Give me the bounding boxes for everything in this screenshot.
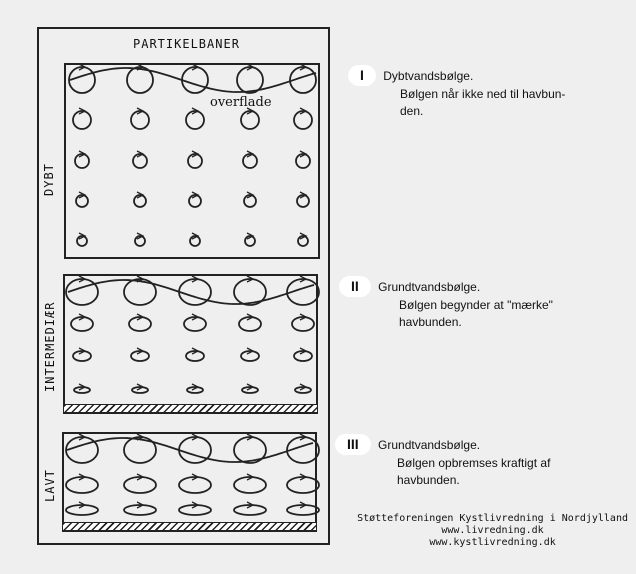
- credit-website-1: www.livredning.dk: [441, 525, 544, 536]
- orbit-shallow: [66, 437, 98, 463]
- label-intermediate: INTERMEDIÆR: [43, 301, 57, 392]
- surface-wave-shallow: [67, 438, 313, 462]
- orbit-shallow: [124, 437, 156, 463]
- orbit-shallow: [234, 437, 266, 463]
- orbit-shallow: [287, 477, 319, 493]
- note-intermediate-heading: Grundtvandsbølge.: [378, 280, 481, 294]
- label-deep: DYBT: [42, 163, 56, 196]
- credits: [357, 513, 628, 549]
- surface-label: overflade: [210, 95, 272, 110]
- orbit-intermediate: [234, 279, 266, 305]
- note-intermediate-line1: Bølgen begynder at "mærke": [399, 298, 553, 312]
- marker-shallow: III: [335, 434, 371, 455]
- note-deep-line2: den.: [400, 104, 424, 118]
- orbit-shallow: [124, 477, 156, 493]
- orbit-deep: [73, 111, 91, 129]
- orbit-intermediate: [124, 279, 156, 305]
- note-deep-heading: Dybtvandsbølge.: [383, 69, 474, 83]
- diagram-title: PARTIKELBANER: [133, 37, 240, 51]
- orbit-deep: [127, 67, 153, 93]
- label-shallow: LAVT: [43, 469, 57, 502]
- orbit-deep: [241, 111, 259, 129]
- note-intermediate-line2: havbunden.: [399, 315, 462, 329]
- orbit-shallow: [66, 477, 98, 493]
- orbit-intermediate: [179, 279, 211, 305]
- orbit-shallow: [179, 477, 211, 493]
- orbit-deep: [131, 111, 149, 129]
- orbit-deep: [237, 67, 263, 93]
- marker-intermediate: II: [339, 276, 371, 297]
- orbit-shallow: [179, 437, 211, 463]
- note-intermediate: [339, 276, 553, 331]
- surface-wave-intermediate: [68, 280, 314, 304]
- note-deep-line1: Bølgen når ikke ned til havbun-: [400, 87, 566, 101]
- credit-website-2: www.kystlivredning.dk: [429, 537, 556, 548]
- note-deep: [348, 65, 565, 120]
- orbit-deep: [69, 67, 95, 93]
- note-shallow: [335, 434, 550, 489]
- credit-organization: Støtteforeningen Kystlivredning i Nordjylland: [357, 513, 628, 524]
- surface-wave-deep: [70, 68, 316, 92]
- orbit-deep: [294, 111, 312, 129]
- note-shallow-line1: Bølgen opbremses kraftigt af: [397, 456, 551, 470]
- marker-deep: I: [348, 65, 376, 86]
- orbit-shallow: [234, 477, 266, 493]
- note-shallow-heading: Grundtvandsbølge.: [378, 438, 481, 452]
- note-shallow-line2: havbunden.: [397, 473, 460, 487]
- orbit-deep: [186, 111, 204, 129]
- orbit-deep: [182, 67, 208, 93]
